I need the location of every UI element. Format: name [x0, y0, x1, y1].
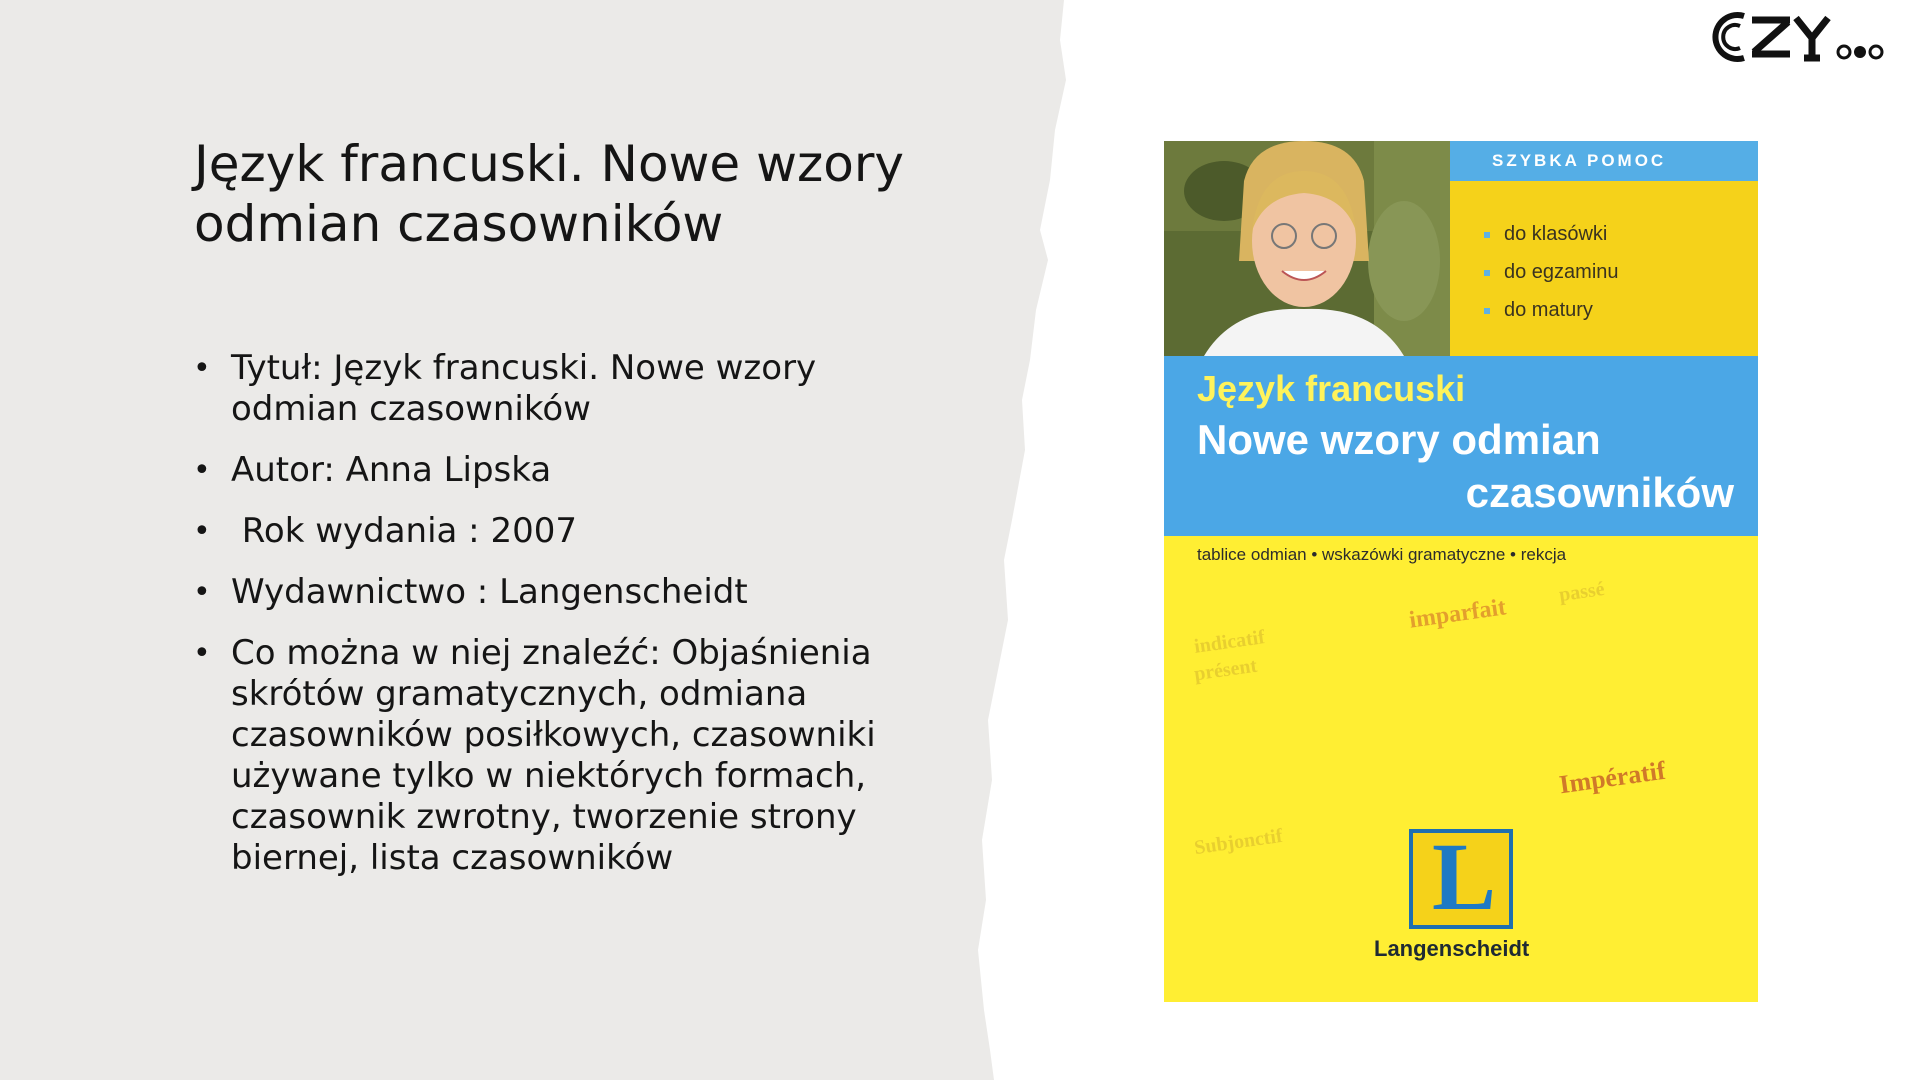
list-item-title: [190, 348, 890, 430]
cover-side-item: do klasówki: [1484, 215, 1619, 253]
cover-tagline: tablice odmian • wskazówki gramatyczne • rekcja: [1197, 545, 1567, 564]
cover-faint-word: présent: [1192, 654, 1259, 686]
cover-title-line1: Nowe wzory odmian: [1197, 416, 1601, 463]
bullet-text: Co można w niej znaleźć: Objaśnienia skrótów gramatycznych, odmiana czasowników posiłkowych, czasowniki używane tylko w niektórych formach, czasownik zwrotny, tworzenie strony biernej, lista czasowników: [231, 633, 876, 878]
cover-faint-word: imparfait: [1407, 594, 1508, 634]
bullet-dot: •: [193, 453, 211, 488]
bullet-dot: •: [193, 514, 211, 549]
book-cover-image: [1164, 141, 1758, 1002]
cover-logo-letter: L: [1432, 823, 1497, 930]
bullet-dot: •: [193, 636, 211, 671]
list-item-year: [190, 511, 890, 552]
bullet-dot: •: [193, 351, 211, 386]
bullet-text: Wydawnictwo : Langenscheidt: [231, 572, 748, 612]
bullet-dot: •: [193, 575, 211, 610]
cover-side-item: do matury: [1484, 291, 1619, 329]
list-item-contents: [190, 633, 890, 879]
czy-logo-icon: [1700, 8, 1920, 68]
list-item-author: [190, 450, 890, 491]
cover-faint-word: indicatif: [1192, 626, 1267, 658]
bullet-square-icon: [1484, 232, 1490, 238]
bullet-square-icon: [1484, 270, 1490, 276]
cover-faint-word: Subjonctif: [1192, 824, 1284, 860]
cover-publisher: Langenscheidt: [1374, 936, 1530, 961]
cover-side-list: [1484, 215, 1619, 329]
bullet-square-icon: [1484, 308, 1490, 314]
cover-side-item: do egzaminu: [1484, 253, 1619, 291]
bullet-text: Tytuł: Język francuski. Nowe wzory odmian czasowników: [231, 348, 817, 429]
info-list: [190, 348, 890, 899]
cover-photo: [1164, 141, 1450, 356]
slide-title: Język francuski. Nowe wzory odmian czasowników: [194, 135, 904, 253]
bullet-text: Autor: Anna Lipska: [231, 450, 552, 490]
cover-banner: SZYBKA POMOC: [1450, 141, 1758, 181]
list-item-publisher: [190, 572, 890, 613]
cover-faint-word: passé: [1557, 577, 1606, 607]
cover-title-line2: czasowników: [1465, 469, 1734, 516]
bullet-text: Rok wydania : 2007: [231, 511, 577, 551]
cover-faint-word: Impératif: [1557, 755, 1668, 800]
cover-subtitle: Język francuski: [1197, 368, 1466, 409]
